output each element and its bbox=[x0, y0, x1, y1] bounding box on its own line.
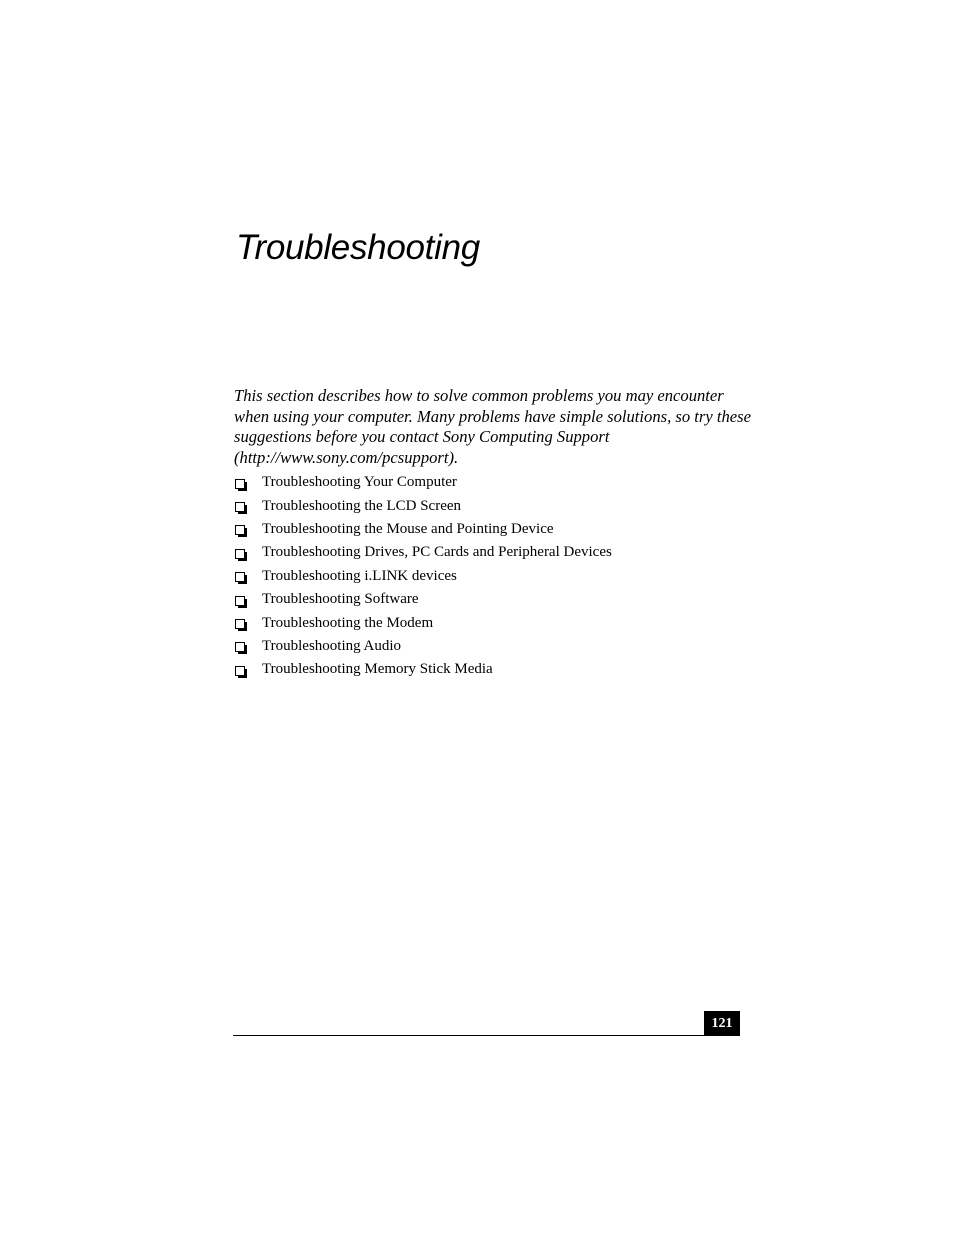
list-item bbox=[234, 658, 612, 681]
toc-link-memory-stick[interactable]: Troubleshooting Memory Stick Media bbox=[262, 661, 493, 678]
page-title: Troubleshooting bbox=[236, 228, 480, 267]
footer-divider bbox=[233, 1035, 740, 1036]
list-item bbox=[234, 471, 612, 494]
toc-link-your-computer[interactable]: Troubleshooting Your Computer bbox=[262, 474, 457, 491]
list-item bbox=[234, 494, 612, 517]
checkbox-bullet-icon bbox=[235, 502, 245, 512]
checkbox-bullet-icon bbox=[235, 525, 245, 535]
section-contents-list bbox=[234, 471, 612, 682]
list-item bbox=[234, 565, 612, 588]
toc-link-lcd-screen[interactable]: Troubleshooting the LCD Screen bbox=[262, 497, 462, 514]
checkbox-bullet-icon bbox=[235, 619, 245, 629]
checkbox-bullet-icon bbox=[235, 642, 245, 652]
intro-paragraph: This section describes how to solve common problems you may encounter when using your computer. Many problems have simple solutions, so try these suggestions before you contact Sony Computing Support (http://www.sony.com/pcsupport). bbox=[234, 386, 751, 467]
checkbox-bullet-icon bbox=[235, 572, 245, 582]
toc-link-ilink-devices[interactable]: Troubleshooting i.LINK devices bbox=[262, 567, 457, 584]
list-item bbox=[234, 588, 612, 611]
toc-link-drives-pc-cards[interactable]: Troubleshooting Drives, PC Cards and Peripheral Devices bbox=[262, 544, 612, 561]
checkbox-bullet-icon bbox=[235, 666, 245, 676]
toc-link-software[interactable]: Troubleshooting Software bbox=[262, 591, 419, 608]
checkbox-bullet-icon bbox=[235, 479, 245, 489]
checkbox-bullet-icon bbox=[235, 549, 245, 559]
toc-link-mouse-pointing-device[interactable]: Troubleshooting the Mouse and Pointing Device bbox=[262, 520, 554, 537]
toc-link-audio[interactable]: Troubleshooting Audio bbox=[262, 637, 402, 654]
list-item bbox=[234, 611, 612, 634]
page-number-badge: 121 bbox=[704, 1011, 740, 1036]
list-item bbox=[234, 518, 612, 541]
list-item bbox=[234, 635, 612, 658]
checkbox-bullet-icon bbox=[235, 596, 245, 606]
toc-link-modem[interactable]: Troubleshooting the Modem bbox=[262, 614, 434, 631]
list-item bbox=[234, 541, 612, 564]
